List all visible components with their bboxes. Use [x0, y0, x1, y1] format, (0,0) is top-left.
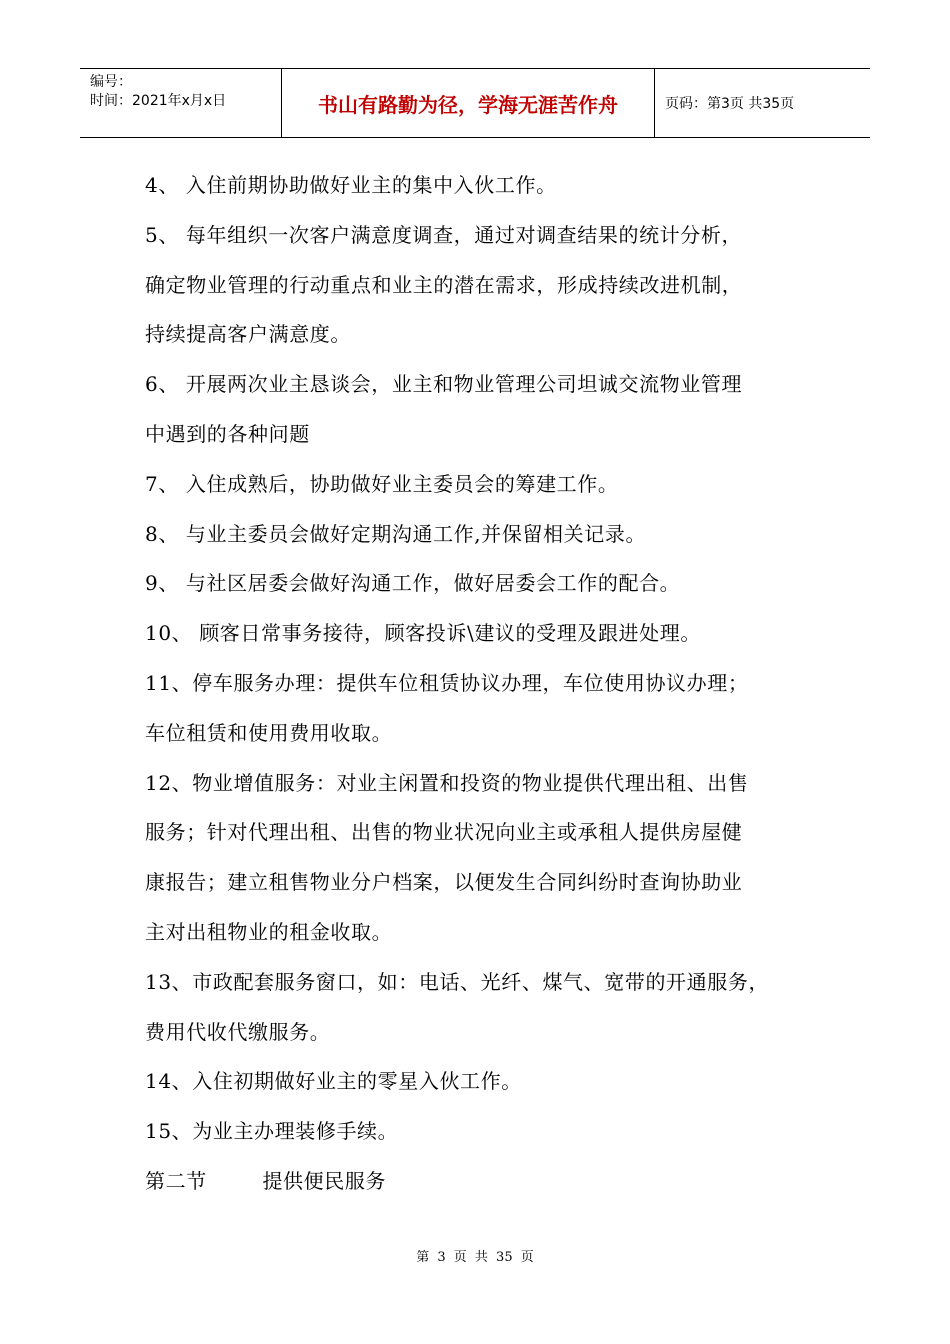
- header-meta: [80, 69, 282, 137]
- section-heading: 第二节 提供便民服务: [145, 1168, 387, 1193]
- body-line: 持续提高客户满意度。: [145, 322, 351, 347]
- body-line: 车位租赁和使用费用收取。: [145, 720, 393, 745]
- body-line: 费用代收代缴服务。: [145, 1019, 331, 1044]
- body-line: 6、 开展两次业主恳谈会，业主和物业管理公司坦诚交流物业管理: [145, 372, 743, 397]
- body-line: 确定物业管理的行动重点和业主的潜在需求，形成持续改进机制，: [145, 272, 743, 297]
- body-line: 7、 入住成熟后，协助做好业主委员会的筹建工作。: [145, 471, 619, 496]
- body-line: 8、 与业主委员会做好定期沟通工作,并保留相关记录。: [145, 521, 647, 546]
- body-line: 5、 每年组织一次客户满意度调查，通过对调查结果的统计分析，: [145, 222, 743, 247]
- body-line: 主对出租物业的租金收取。: [145, 919, 393, 944]
- body-line: 中遇到的各种问题: [145, 421, 310, 446]
- header-motto: 书山有路勤为径，学海无涯苦作舟: [282, 69, 655, 137]
- body-line: 服务；针对代理出租、出售的物业状况向业主或承租人提供房屋健: [145, 820, 743, 845]
- document-number-label: 编号：: [90, 74, 132, 90]
- header-page-info: 页码：第3页 共35页: [665, 96, 795, 112]
- body-line: 15、为业主办理装修手续。: [145, 1119, 399, 1144]
- body-line: 4、 入住前期协助做好业主的集中入伙工作。: [145, 173, 557, 197]
- body-line: 14、入住初期做好业主的零星入伙工作。: [145, 1069, 522, 1094]
- body-line: 13、市政配套服务窗口，如：电话、光纤、煤气、宽带的开通服务，: [145, 969, 770, 994]
- document-body: [145, 168, 825, 1214]
- document-time-label: 时间：2021年x月x日: [90, 93, 227, 109]
- body-line: 康报告；建立租售物业分户档案，以便发生合同纠纷时查询协助业: [145, 870, 743, 895]
- body-line: 9、 与社区居委会做好沟通工作，做好居委会工作的配合。: [145, 571, 681, 596]
- page-footer: 第 3 页 共 35 页: [416, 1250, 534, 1265]
- document-header: [80, 68, 870, 138]
- body-line: 11、停车服务办理：提供车位租赁协议办理，车位使用协议办理；: [145, 670, 749, 695]
- body-line: 10、 顾客日常事务接待，顾客投诉\建议的受理及跟进处理。: [145, 621, 701, 646]
- body-line: 12、物业增值服务：对业主闲置和投资的物业提供代理出租、出售: [145, 770, 749, 795]
